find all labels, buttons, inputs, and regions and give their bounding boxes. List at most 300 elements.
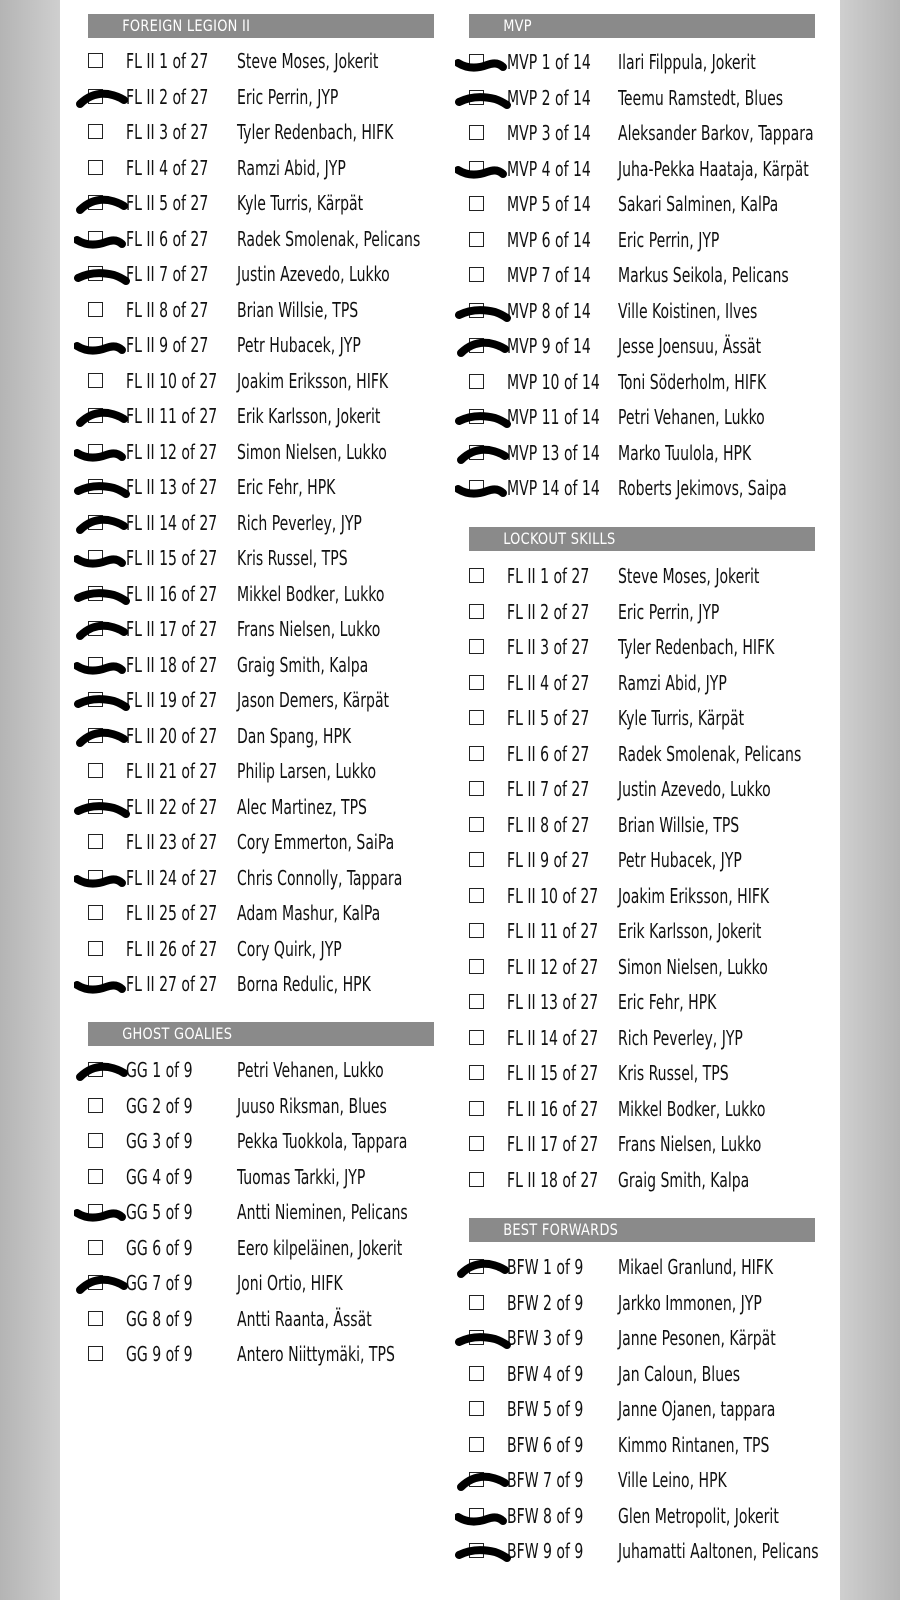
- checklist-row[interactable]: [469, 1503, 815, 1529]
- card-code: GG 5 of 9: [126, 1200, 193, 1224]
- player-name: Ville Koistinen, Ilves: [618, 298, 758, 323]
- checklist-row[interactable]: [469, 191, 815, 217]
- checklist-row[interactable]: [88, 119, 434, 145]
- player-name: Brian Willsie, TPS: [618, 812, 740, 837]
- player-name: Jarkko Immonen, JYP: [618, 1290, 762, 1315]
- checklist-row[interactable]: [469, 475, 815, 501]
- checklist-row[interactable]: [469, 954, 815, 980]
- checkbox[interactable]: [88, 763, 103, 778]
- checklist-row[interactable]: [469, 120, 815, 146]
- checklist-row[interactable]: [469, 670, 815, 696]
- player-name: Juha-Pekka Haataja, Kärpät: [618, 156, 809, 181]
- player-name: Marko Tuulola, HPK: [618, 440, 752, 465]
- checklist-row[interactable]: [88, 1341, 434, 1367]
- card-code: BFW 9 of 9: [507, 1539, 584, 1563]
- checkbox[interactable]: [469, 959, 484, 974]
- checkbox[interactable]: [469, 1508, 484, 1523]
- player-name: Eric Perrin, JYP: [618, 599, 720, 624]
- card-code: GG 2 of 9: [126, 1093, 193, 1118]
- player-name: Eero kilpeläinen, Jokerit: [237, 1235, 403, 1260]
- section-header-bar: [469, 527, 815, 551]
- section-header-bar: [469, 1218, 815, 1242]
- checklist-row[interactable]: [88, 581, 434, 607]
- card-code: FL II 15 of 27: [507, 1061, 599, 1085]
- card-code: MVP 11 of 14: [507, 405, 600, 429]
- player-name: Kyle Turris, Kärpät: [618, 706, 745, 730]
- checklist-row[interactable]: [88, 368, 434, 394]
- checklist-row[interactable]: [469, 705, 815, 731]
- player-name: Janne Ojanen, tappara: [618, 1397, 776, 1421]
- checkbox[interactable]: [469, 568, 484, 583]
- checkbox[interactable]: [88, 976, 103, 991]
- checklist-row[interactable]: [469, 599, 815, 625]
- section-title: LOCKOUT SKILLS: [469, 527, 780, 551]
- check-mark-scribble: [74, 723, 134, 749]
- card-code: MVP 4 of 14: [507, 156, 591, 181]
- card-code: FL II 22 of 27: [126, 794, 218, 819]
- checkbox[interactable]: [469, 480, 484, 495]
- checkbox[interactable]: [88, 870, 103, 885]
- checklist-row[interactable]: [88, 510, 434, 536]
- card-code: FL II 11 of 27: [507, 919, 599, 943]
- checkbox[interactable]: [88, 89, 103, 104]
- card-code: FL II 3 of 27: [126, 120, 209, 144]
- checklist-row[interactable]: [88, 1235, 434, 1261]
- card-code: FL II 16 of 27: [507, 1096, 599, 1121]
- checkbox[interactable]: [469, 54, 484, 69]
- checklist-row[interactable]: [469, 989, 815, 1015]
- checklist-row[interactable]: [88, 829, 434, 855]
- checklist-row[interactable]: [469, 85, 815, 111]
- checkbox[interactable]: [469, 1401, 484, 1416]
- player-name: Sakari Salminen, KalPa: [618, 192, 779, 216]
- checklist-row[interactable]: [88, 1164, 434, 1190]
- checkbox[interactable]: [88, 373, 103, 388]
- section-ghost-goalies: [88, 1022, 434, 1377]
- card-code: MVP 6 of 14: [507, 227, 591, 252]
- player-name: Steve Moses, Jokerit: [237, 49, 379, 73]
- card-code: FL II 2 of 27: [507, 599, 590, 624]
- checklist-row[interactable]: [469, 1467, 815, 1493]
- check-mark-scribble: [74, 474, 134, 500]
- card-code: GG 9 of 9: [126, 1342, 193, 1366]
- check-mark-scribble: [455, 1254, 515, 1280]
- card-code: FL II 11 of 27: [126, 404, 218, 428]
- checkbox[interactable]: [88, 302, 103, 317]
- section-header-bar: [469, 14, 815, 38]
- player-name: Brian Willsie, TPS: [237, 297, 359, 322]
- checklist-row[interactable]: [469, 298, 815, 324]
- card-code: FL II 5 of 27: [126, 191, 209, 215]
- card-code: BFW 1 of 9: [507, 1255, 584, 1279]
- card-code: FL II 4 of 27: [126, 155, 209, 180]
- checklist-row[interactable]: [469, 776, 815, 802]
- checkbox[interactable]: [469, 675, 484, 690]
- checkbox[interactable]: [88, 834, 103, 849]
- checkbox[interactable]: [469, 1437, 484, 1452]
- checkbox[interactable]: [469, 1030, 484, 1045]
- check-mark-scribble: [455, 298, 515, 324]
- checkbox[interactable]: [88, 337, 103, 352]
- checklist-row[interactable]: [88, 1093, 434, 1119]
- card-code: FL II 27 of 27: [126, 972, 218, 996]
- card-code: GG 1 of 9: [126, 1058, 193, 1082]
- checklist-row[interactable]: [469, 918, 815, 944]
- card-code: BFW 5 of 9: [507, 1397, 584, 1421]
- checklist-row[interactable]: [469, 1290, 815, 1316]
- card-code: FL II 4 of 27: [507, 670, 590, 695]
- checklist-row[interactable]: [88, 332, 434, 358]
- player-name: Justin Azevedo, Lukko: [237, 262, 390, 286]
- player-name: Juhamatti Aaltonen, Pelicans: [618, 1539, 819, 1563]
- checkbox[interactable]: [88, 550, 103, 565]
- checklist-row[interactable]: [469, 1432, 815, 1458]
- checkbox[interactable]: [469, 1543, 484, 1558]
- checklist-row[interactable]: [469, 440, 815, 466]
- checklist-row[interactable]: [469, 563, 815, 589]
- checkbox[interactable]: [469, 710, 484, 725]
- player-name: Mikkel Bodker, Lukko: [618, 1096, 766, 1121]
- checklist-row[interactable]: [88, 1128, 434, 1154]
- checklist-row[interactable]: [88, 439, 434, 465]
- checkbox[interactable]: [469, 90, 484, 105]
- checkbox[interactable]: [88, 1204, 103, 1219]
- player-name: Simon Nielsen, Lukko: [237, 439, 387, 464]
- card-code: FL II 8 of 27: [507, 812, 590, 837]
- checklist-row[interactable]: [88, 474, 434, 500]
- checklist-row[interactable]: [469, 847, 815, 873]
- checkbox[interactable]: [469, 1172, 484, 1187]
- checkbox[interactable]: [88, 124, 103, 139]
- check-mark-scribble: [74, 261, 134, 287]
- card-code: GG 4 of 9: [126, 1164, 193, 1189]
- checklist-row[interactable]: [469, 369, 815, 395]
- checkbox[interactable]: [88, 231, 103, 246]
- checklist-row[interactable]: [469, 1361, 815, 1387]
- checklist-row[interactable]: [88, 616, 434, 642]
- checkbox[interactable]: [469, 161, 484, 176]
- check-mark-scribble: [74, 84, 134, 110]
- checklist-row[interactable]: [88, 687, 434, 713]
- checkbox[interactable]: [469, 338, 484, 353]
- player-name: Graig Smith, Kalpa: [618, 1167, 750, 1192]
- card-code: FL II 10 of 27: [126, 368, 218, 393]
- checkbox[interactable]: [469, 746, 484, 761]
- card-code: FL II 19 of 27: [126, 688, 218, 712]
- checklist-row[interactable]: [88, 794, 434, 820]
- checkbox[interactable]: [88, 53, 103, 68]
- checkbox[interactable]: [88, 479, 103, 494]
- check-mark-scribble: [74, 1199, 134, 1225]
- card-code: FL II 6 of 27: [126, 226, 209, 251]
- player-name: Rich Peverley, JYP: [237, 510, 362, 535]
- card-code: BFW 6 of 9: [507, 1432, 584, 1457]
- checkbox[interactable]: [469, 1472, 484, 1487]
- check-mark-scribble: [455, 404, 515, 430]
- checkbox[interactable]: [469, 923, 484, 938]
- checklist-row[interactable]: [469, 333, 815, 359]
- checkbox[interactable]: [88, 515, 103, 530]
- checklist-row[interactable]: [469, 156, 815, 182]
- checklist-row[interactable]: [88, 652, 434, 678]
- checklist-row[interactable]: [469, 1131, 815, 1157]
- player-name: Frans Nielsen, Lukko: [618, 1132, 762, 1156]
- checkbox[interactable]: [469, 1259, 484, 1274]
- checkbox[interactable]: [469, 994, 484, 1009]
- checklist-row[interactable]: [469, 262, 815, 288]
- checklist-row[interactable]: [88, 545, 434, 571]
- card-code: FL II 15 of 27: [126, 546, 218, 570]
- card-code: FL II 9 of 27: [507, 848, 590, 872]
- checklist-row[interactable]: [88, 758, 434, 784]
- section-title: BEST FORWARDS: [469, 1218, 780, 1242]
- check-mark-scribble: [455, 333, 515, 359]
- card-code: GG 3 of 9: [126, 1129, 193, 1153]
- check-mark-scribble: [74, 1270, 134, 1296]
- player-name: Ville Leino, HPK: [618, 1468, 727, 1492]
- card-code: FL II 20 of 27: [126, 723, 218, 748]
- checkbox[interactable]: [88, 941, 103, 956]
- card-code: FL II 7 of 27: [126, 262, 209, 286]
- check-mark-scribble: [455, 85, 515, 111]
- checkbox[interactable]: [469, 888, 484, 903]
- card-code: GG 8 of 9: [126, 1306, 193, 1331]
- checklist-row[interactable]: [469, 1396, 815, 1422]
- card-code: FL II 3 of 27: [507, 635, 590, 659]
- checkbox[interactable]: [88, 1062, 103, 1077]
- checklist-row[interactable]: [88, 1199, 434, 1225]
- player-name: Janne Pesonen, Kärpät: [618, 1326, 776, 1350]
- player-name: Petri Vehanen, Lukko: [618, 405, 765, 429]
- checkbox[interactable]: [469, 604, 484, 619]
- player-name: Joakim Eriksson, HIFK: [237, 368, 389, 393]
- checklist-row[interactable]: [469, 634, 815, 660]
- checklist-row[interactable]: [88, 190, 434, 216]
- player-name: Cory Quirk, JYP: [237, 936, 342, 961]
- player-name: Justin Azevedo, Lukko: [618, 777, 771, 801]
- checklist-row[interactable]: [88, 971, 434, 997]
- checklist-row[interactable]: [469, 1060, 815, 1086]
- player-name: Ilari Filppula, Jokerit: [618, 50, 756, 74]
- checkbox[interactable]: [88, 1169, 103, 1184]
- card-code: FL II 18 of 27: [507, 1167, 599, 1192]
- check-mark-scribble: [74, 439, 134, 465]
- checklist-row[interactable]: [469, 741, 815, 767]
- checkbox[interactable]: [88, 586, 103, 601]
- player-name: Antero Niittymäki, TPS: [237, 1342, 395, 1366]
- player-name: Graig Smith, Kalpa: [237, 652, 369, 677]
- checklist-row[interactable]: [88, 155, 434, 181]
- checkbox[interactable]: [469, 196, 484, 211]
- player-name: Eric Fehr, HPK: [237, 475, 336, 499]
- check-mark-scribble: [455, 49, 515, 75]
- checklist-row[interactable]: [88, 261, 434, 287]
- checklist-row[interactable]: [469, 883, 815, 909]
- player-name: Tuomas Tarkki, JYP: [237, 1164, 366, 1189]
- player-name: Markus Seikola, Pelicans: [618, 263, 789, 287]
- checkbox[interactable]: [469, 445, 484, 460]
- check-mark-scribble: [455, 440, 515, 466]
- checklist-row[interactable]: [469, 404, 815, 430]
- player-name: Eric Fehr, HPK: [618, 990, 717, 1014]
- card-code: MVP 2 of 14: [507, 85, 591, 110]
- checkbox[interactable]: [469, 1330, 484, 1345]
- card-code: MVP 14 of 14: [507, 476, 600, 500]
- player-name: Jesse Joensuu, Ässät: [618, 334, 762, 358]
- card-code: FL II 24 of 27: [126, 865, 218, 890]
- player-name: Radek Smolenak, Pelicans: [618, 741, 802, 766]
- section-mvp: [469, 14, 815, 511]
- checklist-row[interactable]: [469, 1025, 815, 1051]
- card-code: FL II 21 of 27: [126, 759, 218, 783]
- checkbox[interactable]: [469, 303, 484, 318]
- card-code: FL II 13 of 27: [507, 990, 599, 1014]
- checkbox[interactable]: [469, 267, 484, 282]
- checkbox[interactable]: [88, 799, 103, 814]
- player-name: Joni Ortio, HIFK: [237, 1271, 343, 1295]
- checkbox[interactable]: [88, 728, 103, 743]
- player-name: Toni Söderholm, HIFK: [618, 369, 767, 394]
- card-code: FL II 13 of 27: [126, 475, 218, 499]
- checkbox[interactable]: [469, 639, 484, 654]
- checklist-row[interactable]: [88, 403, 434, 429]
- player-name: Petri Vehanen, Lukko: [237, 1058, 384, 1082]
- checkbox[interactable]: [469, 1101, 484, 1116]
- card-code: MVP 13 of 14: [507, 440, 600, 465]
- checkbox[interactable]: [88, 1098, 103, 1113]
- card-code: FL II 14 of 27: [126, 510, 218, 535]
- checkbox[interactable]: [88, 195, 103, 210]
- checklist-row[interactable]: [88, 226, 434, 252]
- checkbox[interactable]: [88, 444, 103, 459]
- card-code: MVP 8 of 14: [507, 298, 591, 323]
- player-name: Mikkel Bodker, Lukko: [237, 581, 385, 606]
- player-name: Glen Metropolit, Jokerit: [618, 1503, 779, 1528]
- check-mark-scribble: [74, 403, 134, 429]
- checkbox[interactable]: [88, 1311, 103, 1326]
- checklist-row[interactable]: [469, 1254, 815, 1280]
- player-name: Antti Nieminen, Pelicans: [237, 1200, 408, 1224]
- checklist-row[interactable]: [88, 1306, 434, 1332]
- checkbox[interactable]: [88, 1240, 103, 1255]
- player-name: Simon Nielsen, Lukko: [618, 954, 768, 979]
- checklist-row[interactable]: [469, 1096, 815, 1122]
- checklist-row[interactable]: [469, 1167, 815, 1193]
- checklist-row[interactable]: [88, 1057, 434, 1083]
- card-code: FL II 1 of 27: [507, 564, 590, 588]
- card-code: FL II 9 of 27: [126, 333, 209, 357]
- checklist-row[interactable]: [88, 84, 434, 110]
- checkbox[interactable]: [88, 905, 103, 920]
- checklist-row[interactable]: [88, 297, 434, 323]
- check-mark-scribble: [74, 190, 134, 216]
- check-mark-scribble: [74, 581, 134, 607]
- checkbox[interactable]: [88, 1133, 103, 1148]
- section-header-bar: [88, 14, 434, 38]
- player-name: Tyler Redenbach, HIFK: [618, 635, 775, 659]
- player-name: Jason Demers, Kärpät: [237, 688, 390, 712]
- checklist-row[interactable]: [88, 48, 434, 74]
- card-code: MVP 9 of 14: [507, 334, 591, 358]
- check-mark-scribble: [455, 156, 515, 182]
- checkbox[interactable]: [469, 232, 484, 247]
- check-mark-scribble: [74, 616, 134, 642]
- player-name: Frans Nielsen, Lukko: [237, 617, 381, 641]
- section-foreign-legion-ii: [88, 14, 434, 1007]
- checkbox[interactable]: [469, 1065, 484, 1080]
- card-code: MVP 7 of 14: [507, 263, 591, 287]
- checklist-row[interactable]: [469, 227, 815, 253]
- section-title: FOREIGN LEGION II: [88, 14, 399, 38]
- checklist-row[interactable]: [88, 865, 434, 891]
- player-name: Antti Raanta, Ässät: [237, 1306, 372, 1331]
- checklist-row[interactable]: [469, 1325, 815, 1351]
- player-name: Erik Karlsson, Jokerit: [618, 919, 762, 943]
- checkbox[interactable]: [469, 817, 484, 832]
- player-name: Pekka Tuokkola, Tappara: [237, 1129, 408, 1153]
- player-name: Petr Hubacek, JYP: [237, 333, 361, 357]
- player-name: Mikael Granlund, HIFK: [618, 1255, 774, 1279]
- checklist-row[interactable]: [88, 723, 434, 749]
- section-lockout-skills: [469, 527, 815, 1202]
- checkbox[interactable]: [88, 408, 103, 423]
- checkbox[interactable]: [469, 1366, 484, 1381]
- card-code: FL II 5 of 27: [507, 706, 590, 730]
- checkbox[interactable]: [469, 1136, 484, 1151]
- check-mark-scribble: [455, 1538, 515, 1564]
- checklist-row[interactable]: [469, 1538, 819, 1564]
- checkbox[interactable]: [469, 781, 484, 796]
- checklist-row[interactable]: [88, 1270, 434, 1296]
- checkbox[interactable]: [88, 621, 103, 636]
- player-name: Borna Redulic, HPK: [237, 972, 371, 996]
- checkbox[interactable]: [88, 657, 103, 672]
- checkbox[interactable]: [469, 1295, 484, 1310]
- player-name: Eric Perrin, JYP: [237, 84, 339, 109]
- checkbox[interactable]: [469, 852, 484, 867]
- checklist-row[interactable]: [469, 49, 815, 75]
- card-code: FL II 1 of 27: [126, 49, 209, 73]
- checklist-row[interactable]: [469, 812, 815, 838]
- card-code: FL II 25 of 27: [126, 901, 218, 925]
- card-code: FL II 8 of 27: [126, 297, 209, 322]
- checkbox[interactable]: [88, 1346, 103, 1361]
- card-code: BFW 8 of 9: [507, 1503, 584, 1528]
- checklist-row[interactable]: [88, 936, 434, 962]
- card-code: FL II 17 of 27: [126, 617, 218, 641]
- checkbox[interactable]: [88, 692, 103, 707]
- player-name: Cory Emmerton, SaiPa: [237, 830, 395, 854]
- card-code: MVP 10 of 14: [507, 369, 600, 394]
- player-name: Kris Russel, TPS: [618, 1061, 729, 1085]
- checkbox[interactable]: [88, 160, 103, 175]
- checkbox[interactable]: [469, 125, 484, 140]
- checkbox[interactable]: [469, 409, 484, 424]
- checkbox[interactable]: [469, 374, 484, 389]
- player-name: Kris Russel, TPS: [237, 546, 348, 570]
- checkbox[interactable]: [88, 266, 103, 281]
- checkbox[interactable]: [88, 1275, 103, 1290]
- check-mark-scribble: [74, 545, 134, 571]
- check-mark-scribble: [74, 865, 134, 891]
- card-code: BFW 4 of 9: [507, 1361, 584, 1386]
- player-name: Rich Peverley, JYP: [618, 1025, 743, 1050]
- checklist-row[interactable]: [88, 900, 434, 926]
- check-mark-scribble: [74, 226, 134, 252]
- player-name: Kyle Turris, Kärpät: [237, 191, 364, 215]
- player-name: Ramzi Abid, JYP: [237, 155, 346, 180]
- check-mark-scribble: [455, 1325, 515, 1351]
